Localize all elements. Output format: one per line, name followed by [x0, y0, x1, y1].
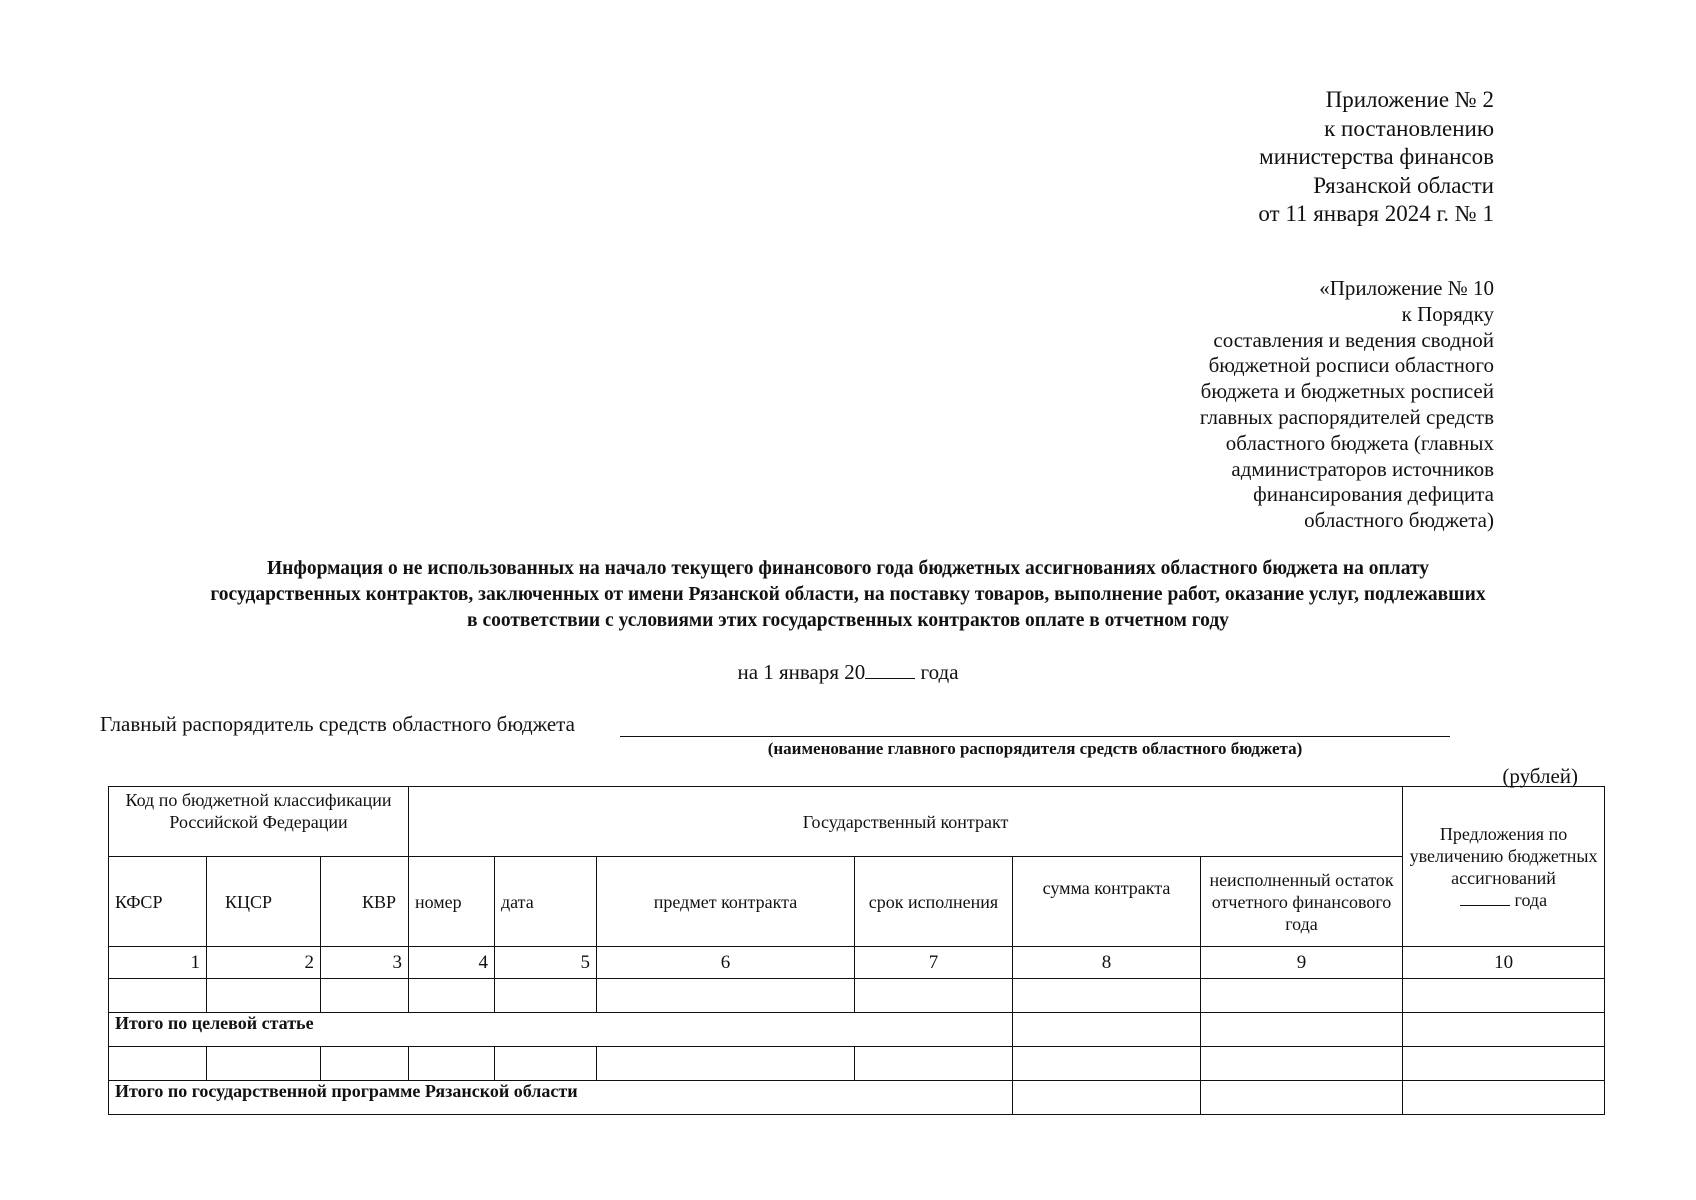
table-cell[interactable] — [207, 979, 321, 1013]
year-blank[interactable] — [865, 660, 915, 679]
col-kcsr: КЦСР — [207, 857, 321, 947]
table-row — [109, 1047, 1605, 1081]
contracts-table — [108, 786, 1605, 1115]
table-cell[interactable] — [597, 1047, 855, 1081]
header-proposals — [1403, 787, 1605, 947]
col-subject: предмет контракта — [597, 857, 855, 947]
col-remaining: неисполненный остаток отчетного финансового года — [1201, 857, 1403, 947]
table-cell[interactable] — [409, 979, 495, 1013]
title-line: в соответствии с условиями этих государственных контрактов оплате в отчетном году — [467, 610, 1229, 631]
col-number-9: 9 — [1201, 947, 1403, 979]
total-program-label: Итого по государственной программе Рязанской области — [109, 1081, 1013, 1115]
main-manager-field[interactable] — [620, 736, 1450, 737]
col-kvr: КВР — [321, 857, 409, 947]
table-cell[interactable] — [495, 979, 597, 1013]
appendix-2-line: Приложение № 2 — [1325, 87, 1494, 112]
date-prefix: на 1 января 20 — [737, 660, 866, 684]
title-line: государственных контрактов, заключенных от имени Рязанской области, на поставку товаров, выполнение работ, оказание услуг, подлежавших — [210, 584, 1486, 605]
col-number: номер — [409, 857, 495, 947]
appendix-10-line: финансирования дефицита — [1253, 482, 1494, 507]
proposals-label: Предложения по увеличению бюджетных ассигнований — [1409, 823, 1598, 888]
appendix-10-line: главных распорядителей средств — [1199, 404, 1494, 429]
table-cell[interactable] — [1013, 1013, 1201, 1047]
table-cell[interactable] — [855, 979, 1013, 1013]
appendix-2-line: от 11 января 2024 г. № 1 — [1258, 201, 1494, 226]
table-cell[interactable] — [1013, 1081, 1201, 1115]
appendix-10-line: бюджета и бюджетных росписей — [1200, 379, 1494, 404]
col-number-6: 6 — [597, 947, 855, 979]
total-target-row — [109, 1013, 1605, 1047]
table-cell[interactable] — [321, 979, 409, 1013]
title-line: Информация о не использованных на начало текущего финансового года бюджетных ассигнованиях областного бюджета на оплату — [266, 558, 1430, 579]
proposals-year-suffix: года — [1514, 889, 1548, 910]
proposals-year-blank[interactable] — [1460, 891, 1510, 906]
table-cell[interactable] — [1013, 1047, 1201, 1081]
appendix-10-line: областного бюджета) — [1304, 508, 1494, 533]
col-number-7: 7 — [855, 947, 1013, 979]
table-cell[interactable] — [1013, 979, 1201, 1013]
appendix-2-header — [1258, 86, 1494, 229]
header-budget-code: Код по бюджетной классификации Российской Федерации — [109, 787, 409, 857]
appendix-10-line: «Приложение № 10 — [1319, 276, 1494, 300]
appendix-10-header — [1200, 276, 1494, 534]
table-cell[interactable] — [109, 979, 207, 1013]
col-amount: сумма контракта — [1013, 857, 1201, 947]
col-term: срок исполнения — [855, 857, 1013, 947]
table-cell[interactable] — [207, 1047, 321, 1081]
table-cell[interactable] — [1201, 1013, 1403, 1047]
appendix-10-line: бюджетной росписи областного — [1208, 353, 1494, 378]
table-cell[interactable] — [1403, 979, 1605, 1013]
col-number-4: 4 — [409, 947, 495, 979]
col-number-5: 5 — [495, 947, 597, 979]
col-number-8: 8 — [1013, 947, 1201, 979]
col-kfsr: КФСР — [109, 857, 207, 947]
table-cell[interactable] — [1201, 979, 1403, 1013]
table-cell[interactable] — [409, 1047, 495, 1081]
total-target-label: Итого по целевой статье — [109, 1013, 1013, 1047]
document-title — [100, 556, 1596, 634]
table-cell[interactable] — [1403, 1081, 1605, 1115]
appendix-2-line: к постановлению — [1324, 115, 1494, 141]
table-cell[interactable] — [495, 1047, 597, 1081]
appendix-10-line: областного бюджета (главных — [1225, 430, 1494, 455]
table-cell[interactable] — [855, 1047, 1013, 1081]
currency-unit: (рублей) — [1502, 764, 1578, 788]
col-date: дата — [495, 857, 597, 947]
report-date-line — [0, 660, 1696, 685]
table-cell[interactable] — [597, 979, 855, 1013]
table-cell[interactable] — [109, 1047, 207, 1081]
col-number-10: 10 — [1403, 947, 1605, 979]
col-number-1: 1 — [109, 947, 207, 979]
appendix-2-line: министерства финансов — [1259, 144, 1494, 169]
table-row — [109, 979, 1605, 1013]
total-program-row — [109, 1081, 1605, 1115]
header-state-contract: Государственный контракт — [409, 787, 1403, 857]
table-cell[interactable] — [1201, 1081, 1403, 1115]
main-manager-label: Главный распорядитель средств областного бюджета — [100, 712, 575, 736]
table-cell[interactable] — [321, 1047, 409, 1081]
col-number-2: 2 — [207, 947, 321, 979]
table-cell[interactable] — [1403, 1047, 1605, 1081]
table-cell[interactable] — [1403, 1013, 1605, 1047]
appendix-10-line: администраторов источников — [1231, 456, 1494, 481]
date-suffix: года — [920, 660, 959, 684]
appendix-2-line: Рязанской области — [1313, 172, 1494, 198]
appendix-10-line: составления и ведения сводной — [1213, 327, 1494, 352]
main-manager-caption: (наименование главного распорядителя средств областного бюджета) — [767, 739, 1303, 758]
table-cell[interactable] — [1201, 1047, 1403, 1081]
col-number-3: 3 — [321, 947, 409, 979]
appendix-10-line: к Порядку — [1401, 301, 1494, 326]
